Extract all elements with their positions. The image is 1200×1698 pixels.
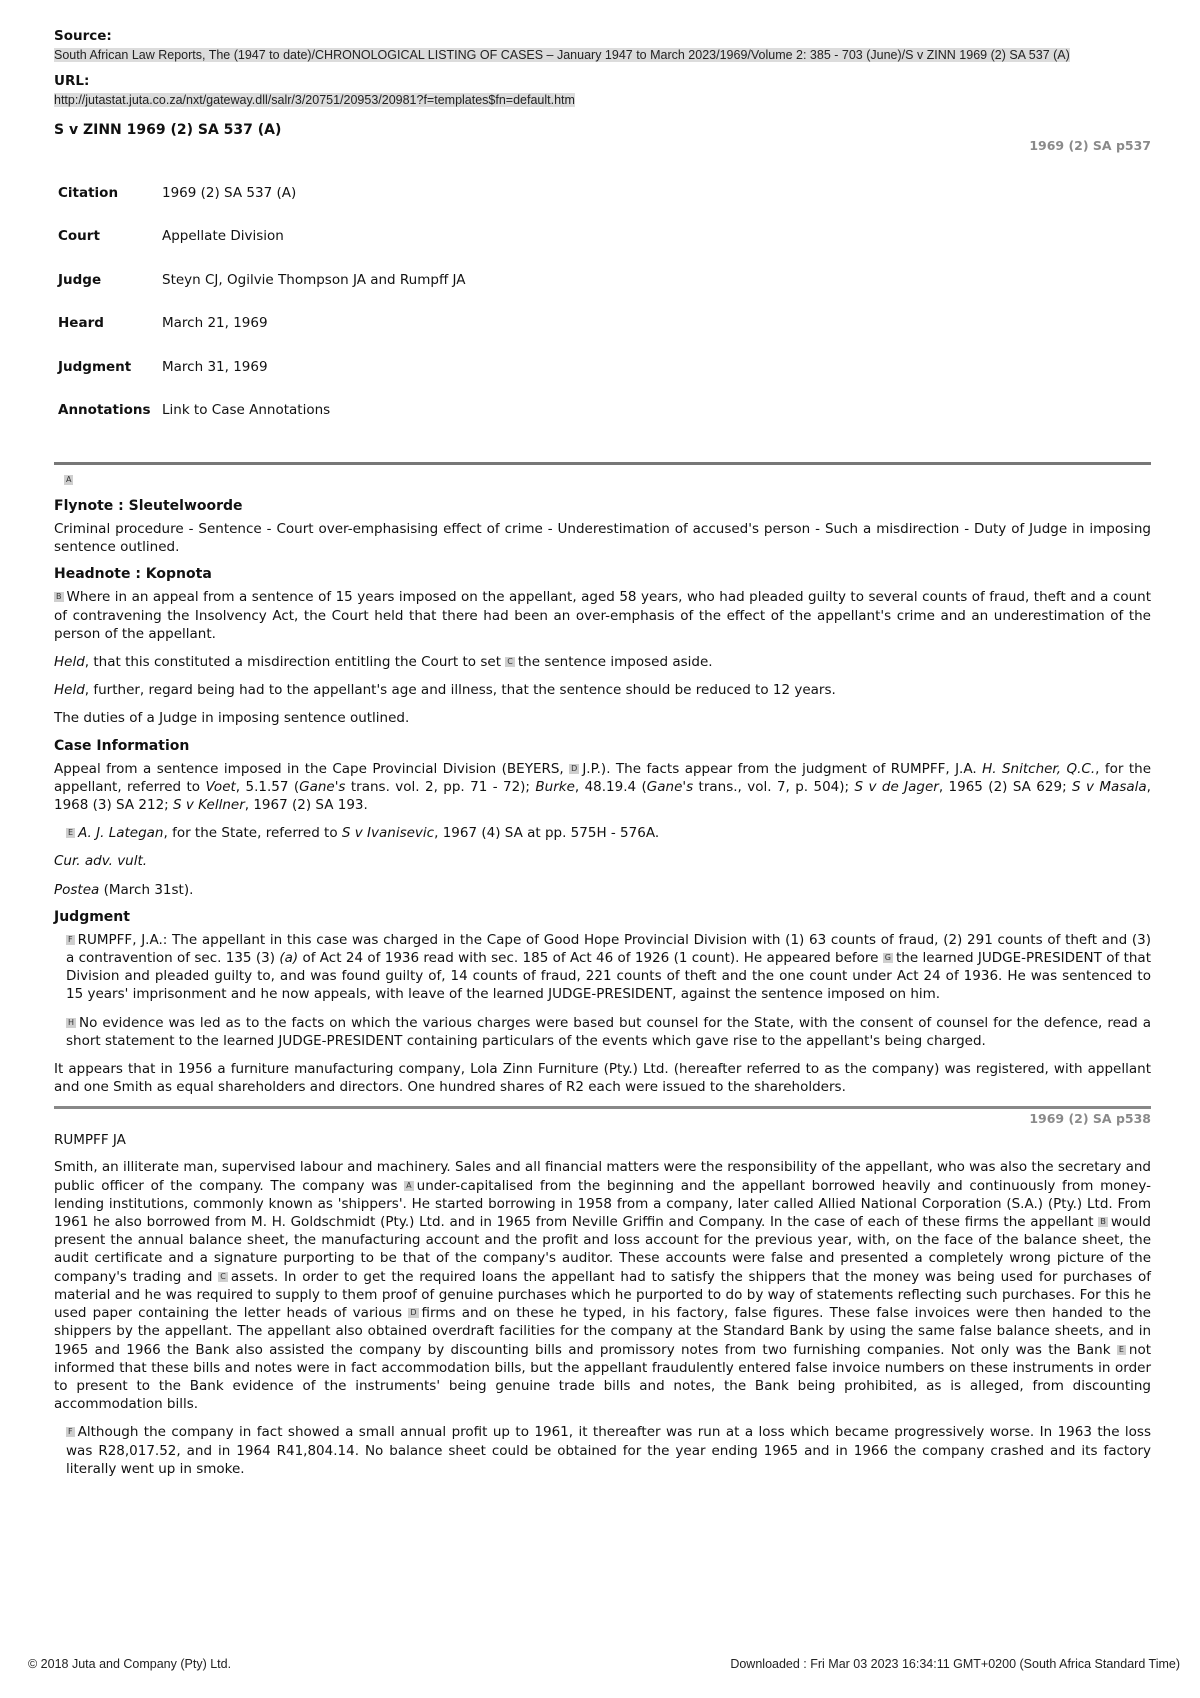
source-label: Source: xyxy=(54,28,112,44)
judgment-paragraph: Smith, an illiterate man, supervised labour and machinery. Sales and all financial matters were the responsibility of the appellant, who was also the secretary and public officer of the company. The company was A under-capitalised from the beginning and the appellant borrowed heavily and continuously from money-lending institutions, commonly known as 'shippers'. He started borrowing in 1958 from a company, later called Allied National Corporation (S.A.) (Pty.) Ltd. From 1961 he also borrowed from M. H. Goldschmidt (Pty.) Ltd. and in 1965 from Neville Griffin and Company. In the case of each of these firms the appellant B would present the annual balance sheet, the manufacturing account and the profit and loss account for the previous year, with, on the face of the balance sheet, the audit certificate and a signature purporting to be that of the company's auditor. These accounts were false and presented a completely wrong picture of the company's trading and C assets. In order to get the required loans the appellant had to satisfy the shippers that the money was being used for purchases of material and he was required to supply to them proof of genuine purchases which he purported to do by way of statements reflecting such purchases. For this he used paper containing the letter heads of various D firms and on these he typed, in his factory, false figures. These false invoices were then handed to the shippers by the appellant. The appellant also obtained overdraft facilities for the company at the Standard Bank by using the same false balance sheets, and in 1965 and 1966 the Bank also assisted the company by discounting bills and promissory notes from two furnishing companies. Not only was the Bank E not informed that these bills and notes were in fact accommodation bills, but the appellant fraudulently entered false invoice numbers on these instruments in order to present to the Bank evidence of the instruments' being genuine trade bills and notes, the Bank being prohibited, as is alleged, from discounting accommodation bills. xyxy=(54,1159,1152,1413)
margin-letter: B xyxy=(1100,1217,1106,1227)
margin-letter: F xyxy=(68,1427,73,1437)
judgment-paragraph: H No evidence was led as to the facts on which the various charges were based but counsel for the State, with the consent of counsel for the defence, read a short statement to the learned JUDGE-PRESIDENT containing particulars of the events which gave rise to the appellant's being charged. xyxy=(66,1014,1151,1049)
meta-key: Court xyxy=(58,228,100,245)
meta-row-heard xyxy=(58,302,466,346)
case-information-paragraph: Appeal from a sentence imposed in the Cape Provincial Division (BEYERS, D J.P.). The facts appear from the judgment of RUMPFF, J.A. H. Snitcher, Q.C., for the appellant, referred to Voet, 5.1.57 (Gane's trans. vol. 2, pp. 71 - 72); Burke, 48.19.4 (Gane's trans., vol. 7, p. 504); S v de Jager, 1965 (2) SA 629; S v Masala, 1968 (3) SA 212; S v Kellner, 1967 (2) SA 193. xyxy=(54,760,1151,814)
headnote-paragraph: Held, that this constituted a misdirection entitling the Court to set C the sentence imposed aside. xyxy=(54,654,713,671)
margin-letter: G xyxy=(884,953,891,963)
postea: Postea (March 31st). xyxy=(54,881,194,898)
margin-letter: C xyxy=(507,657,513,667)
meta-key: Citation xyxy=(58,184,119,201)
meta-key: Judgment xyxy=(58,358,132,375)
margin-letter: F xyxy=(68,934,73,944)
meta-value: Steyn CJ, Ogilvie Thompson JA and Rumpff JA xyxy=(162,271,466,288)
judgment-paragraph: It appears that in 1956 a furniture manufacturing company, Lola Zinn Furniture (Pty.) Ltd. (hereafter referred to as the company) was registered, with appellant and one Smith as equal shareholders and directors. One hundred shares of R2 each were issued to the shareholders. xyxy=(54,1061,1151,1096)
judgment-heading: Judgment xyxy=(54,908,130,925)
margin-letter: B xyxy=(56,592,62,602)
page-reference: 1969 (2) SA p538 xyxy=(1029,1111,1151,1127)
meta-value: March 21, 1969 xyxy=(162,315,268,332)
meta-value: March 31, 1969 xyxy=(162,358,268,375)
meta-value: 1969 (2) SA 537 (A) xyxy=(162,184,297,201)
meta-key: Heard xyxy=(58,315,104,332)
running-header: RUMPFF JA xyxy=(54,1132,126,1149)
margin-letter: E xyxy=(68,828,74,838)
page-footer xyxy=(28,1657,1180,1671)
margin-letter: A xyxy=(406,1180,412,1190)
meta-key: Judge xyxy=(58,271,102,288)
meta-row-court xyxy=(58,215,466,259)
flynote-text: Criminal procedure - Sentence - Court over-emphasising effect of crime - Underestimation of accused's person - Such a misdirection - Duty of Judge in imposing sentence outlined. xyxy=(54,521,1151,556)
annotations-link[interactable]: Link to Case Annotations xyxy=(162,402,331,419)
headnote-paragraph: The duties of a Judge in imposing sentence outlined. xyxy=(54,710,410,727)
headnote-heading: Headnote : Kopnota xyxy=(54,566,212,583)
meta-value: Appellate Division xyxy=(162,228,284,245)
document-page xyxy=(54,28,1151,1488)
flynote-heading: Flynote : Sleutelwoorde xyxy=(54,498,243,514)
section-divider xyxy=(54,462,1151,465)
case-information-paragraph: E A. J. Lategan, for the State, referred to S v Ivanisevic, 1967 (4) SA at pp. 575H - 576A. xyxy=(68,825,660,842)
case-metadata-table xyxy=(58,171,466,432)
headnote-paragraph: B Where in an appeal from a sentence of 15 years imposed on the appellant, aged 58 years, who had pleaded guilty to several counts of fraud, theft and a count of contravening the Insolvency Act, the Court held that there had been an over-emphasis of the effect of the appellant's crime and an underestimation of the person of the appellant. xyxy=(54,589,1151,642)
margin-letter: D xyxy=(410,1308,417,1318)
judgment-paragraph: F RUMPFF, J.A.: The appellant in this case was charged in the Cape of Good Hope Provincial Division with (1) 63 counts of fraud, (2) 291 counts of theft and (3) a contravention of sec. 135 (3) (a) of Act 24 of 1936 read with sec. 185 of Act 46 of 1926 (1 count). He appeared before G the learned JUDGE-PRESIDENT of that Division and pleaded guilty to, and was found guilty of, 14 counts of fraud, 221 counts of theft and the one count under Act 24 of 1936. He was sentenced to 15 years' imprisonment and he now appeals, with leave of the learned JUDGE-PRESIDENT, against the sentence imposed on him. xyxy=(66,931,1151,1003)
source-path: South African Law Reports, The (1947 to date)/CHRONOLOGICAL LISTING OF CASES – January 1947 to March 2023/1969/Volume 2: 385 - 703 (June)/S v ZINN 1969 (2) SA 537 (A) xyxy=(54,48,1070,62)
case-information-heading: Case Information xyxy=(54,737,190,754)
margin-letter: A xyxy=(66,474,72,484)
margin-letter: C xyxy=(220,1271,226,1281)
meta-row-judgment xyxy=(58,345,466,389)
judgment-paragraph: F Although the company in fact showed a small annual profit up to 1961, it thereafter was run at a loss which became progressively worse. In 1963 the loss was R28,017.52, and in 1964 R41,804.14. No balance sheet could be obtained for the year ending 1965 and in 1966 the company crashed and its factory literally went up in smoke. xyxy=(66,1424,1151,1477)
copyright-notice: © 2018 Juta and Company (Pty) Ltd. xyxy=(28,1657,232,1671)
meta-row-citation xyxy=(58,171,466,215)
meta-row-annotations xyxy=(58,389,466,433)
source-block xyxy=(54,28,1151,63)
url-link[interactable]: http://jutastat.juta.co.za/nxt/gateway.dll/salr/3/20751/20953/20981?f=templates$fn=default.htm xyxy=(54,93,575,107)
download-timestamp: Downloaded : Fri Mar 03 2023 16:34:11 GMT+0200 (South Africa Standard Time) xyxy=(730,1657,1180,1671)
meta-key: Annotations xyxy=(58,402,151,419)
url-label: URL: xyxy=(54,73,90,89)
margin-letter: D xyxy=(571,763,578,773)
margin-letter: H xyxy=(68,1017,75,1027)
cur-adv-vult: Cur. adv. vult. xyxy=(54,853,148,870)
headnote-paragraph: Held, further, regard being had to the appellant's age and illness, that the sentence should be reduced to 12 years. xyxy=(54,682,836,699)
page-break-divider xyxy=(54,1106,1151,1109)
meta-row-judge xyxy=(58,258,466,302)
page-reference: 1969 (2) SA p537 xyxy=(1029,138,1151,153)
margin-letter: E xyxy=(1118,1344,1124,1354)
case-title: S v ZINN 1969 (2) SA 537 (A) xyxy=(54,122,282,138)
url-block xyxy=(54,73,1151,108)
